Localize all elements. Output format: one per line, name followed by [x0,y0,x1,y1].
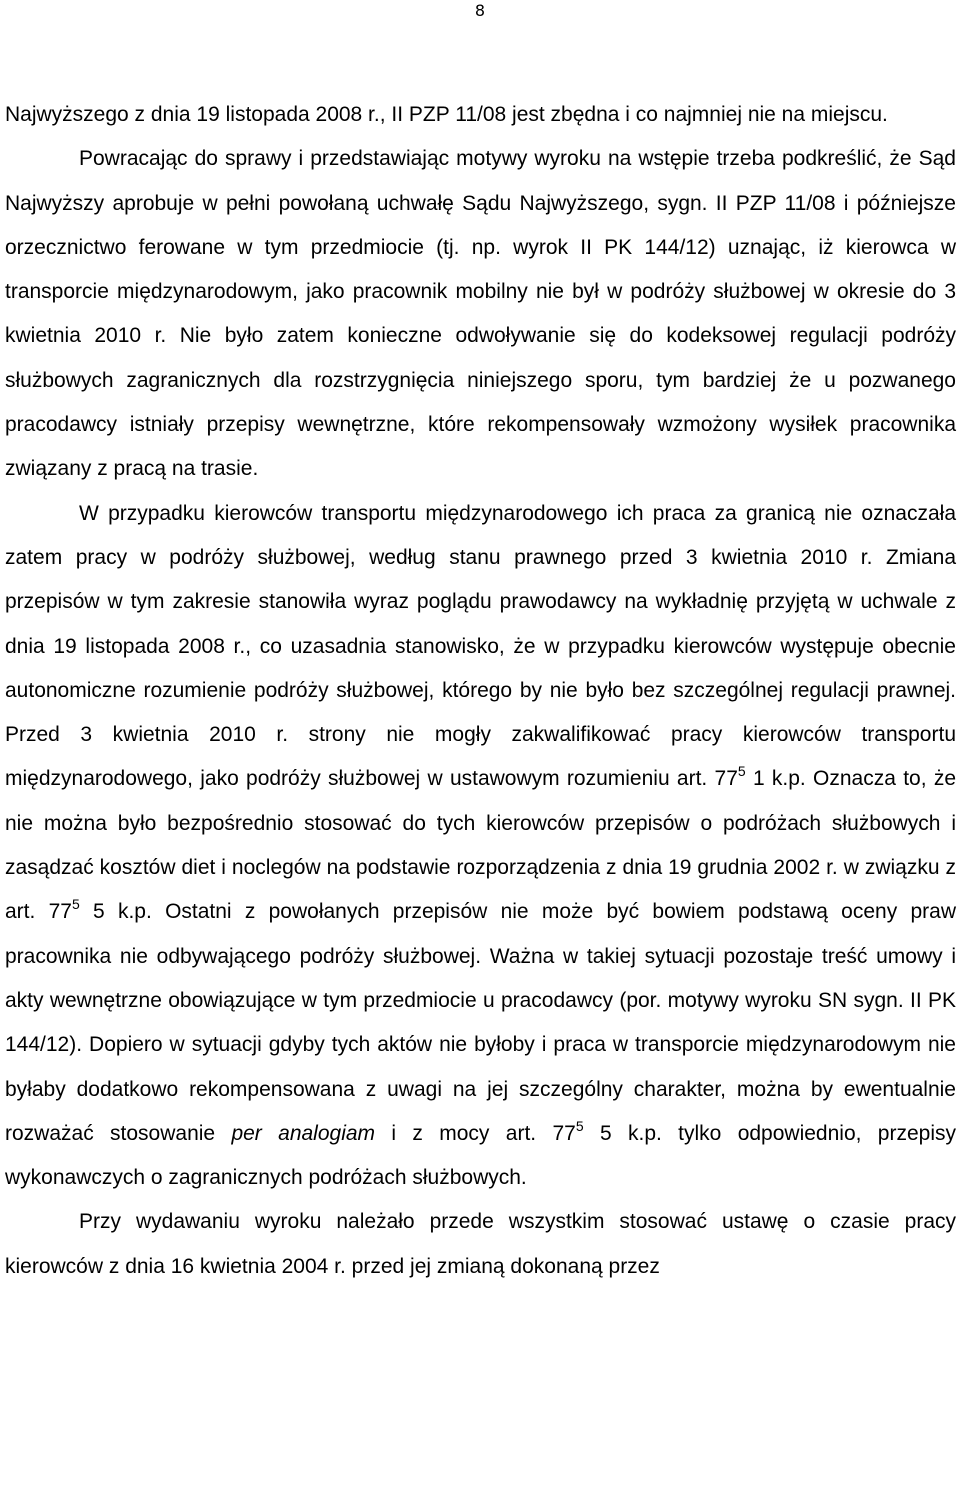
superscript-article-number: 5 [737,763,746,780]
paragraph-text: 1 k.p. Oznacza to, że nie można było bezpośrednio stosować do tych kierowców przepisów o podróżach służbowych i zasądzać kosztów diet i noclegów na podstawie rozporządzenia z dnia 19 grudnia 2002 r. w związku z art. 77 [5,767,956,924]
paragraph-text: 5 k.p. Ostatni z powołanych przepisów nie może być bowiem podstawą oceny praw pracownika nie odbywającego podróży służbowej. Ważna w takiej sytuacji pozostaje treść umowy i akty wewnętrzne obowiązujące w tym przedmiocie u pracodawcy (por. motywy wyroku SN sygn. II PK 144/12). Dopiero w sytuacji gdyby tych aktów nie byłoby i praca w transporcie międzynarodowym nie byłaby dodatkowo rekompensowana z uwagi na jej szczególny charakter, można by ewentualnie rozważać stosowanie [5,900,956,1145]
paragraph-text: i z mocy art. 77 [375,1121,576,1145]
paragraph-przy-wydawaniu-wyroku [5,1200,956,1289]
paragraph-kierowcy-transportu [5,492,956,1201]
latin-phrase: per analogiam [231,1121,376,1145]
superscript-article-number: 5 [575,1117,584,1134]
paragraph-continuation [5,93,956,137]
paragraph-text: Przy wydawaniu wyroku należało przede wszystkim stosować ustawę o czasie pracy kierowców z dnia 16 kwietnia 2004 r. przed jej zmianą dokonaną przez [5,1210,956,1278]
superscript-article-number: 5 [71,896,80,913]
paragraph-sad-najwyzszy-aprobuje [5,137,956,491]
paragraph-text: 5 k.p. tylko odpowiednio, przepisy wykonawczych o zagranicznych podróżach służbowych. [5,1121,957,1190]
document-body [5,93,956,1289]
paragraph-text: W przypadku kierowców transportu międzynarodowego ich praca za granicą nie oznaczała zatem pracy w podróży służbowej, według stanu prawnego przed 3 kwietnia 2010 r. Zmiana przepisów w tym zakresie stanowiła wyraz poglądu prawodawcy na wykładnię przyjętą w uchwale z dnia 19 listopada 2008 r., co uzasadnia stanowisko, że w przypadku kierowców występuje obecnie autonomiczne rozumienie podróży służbowej, którego by nie było bez szczególnej regulacji prawnej. Przed 3 kwietnia 2010 r. strony nie mogły zakwalifikować pracy kierowców transportu międzynarodowego, jako podróży służbowej w ustawowym rozumieniu art. 77 [5,501,956,791]
page-number: 8 [474,1,486,20]
paragraph-text: Powracając do sprawy i przedstawiając motywy wyroku na wstępie trzeba podkreślić, że Sąd Najwyższy aprobuje w pełni powołaną uchwałę Sądu Najwyższego, sygn. II PZP 11/08 i późniejsze orzecznictwo ferowane w tym przedmiocie (tj. np. wyrok II PK 144/12) uznając, iż kierowca w transporcie międzynarodowym, jako pracownik mobilny nie był w podróży służbowej w okresie do 3 kwietnia 2010 r. Nie było zatem konieczne odwoływanie się do kodeksowej regulacji podróży służbowych zagranicznych dla rozstrzygnięcia niniejszego sporu, tym bardziej że u pozwanego pracodawcy istniały przepisy wewnętrzne, które rekompensowały wzmożony wysiłek pracownika związany z pracą na trasie. [5,147,956,481]
paragraph-text: Najwyższego z dnia 19 listopada 2008 r., II PZP 11/08 jest zbędna i co najmniej nie na miejscu. [5,103,888,126]
